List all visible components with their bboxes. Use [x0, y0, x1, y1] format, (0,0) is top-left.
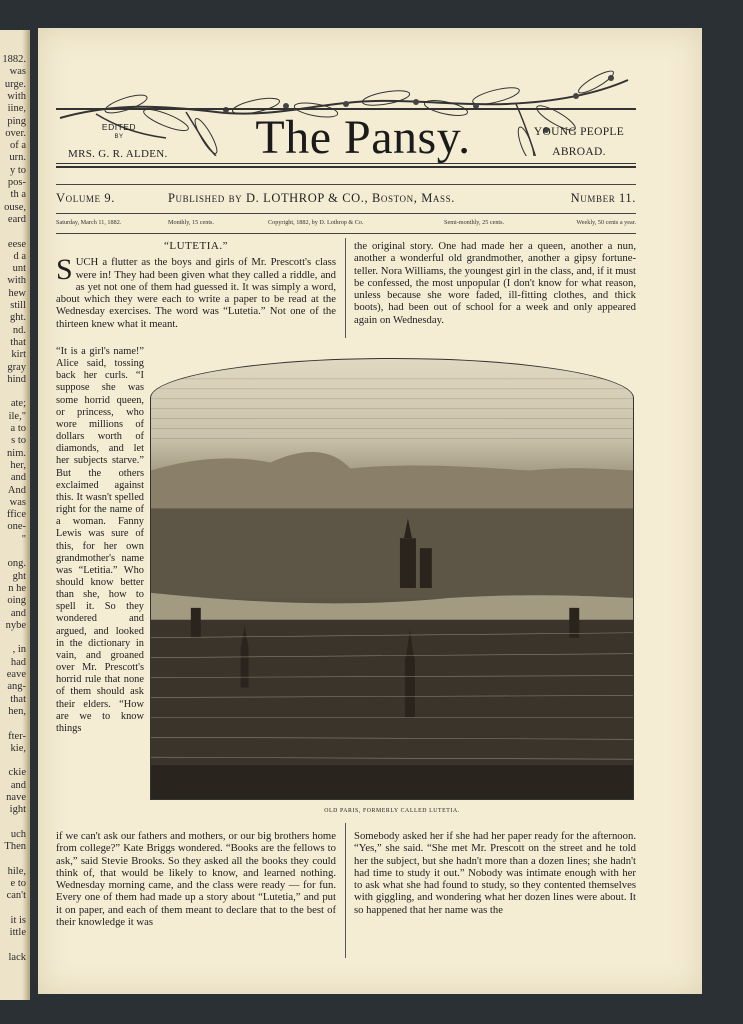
- left-page-line: And: [7, 484, 26, 496]
- left-page-line: n he: [8, 582, 26, 594]
- edited-label: EDITED: [101, 122, 137, 132]
- abroad-label: ABROAD.: [552, 146, 606, 158]
- left-page-line: with: [7, 90, 26, 102]
- masthead-frame: [56, 108, 636, 168]
- left-page-line: her,: [10, 459, 26, 471]
- left-page-line: ght: [12, 570, 26, 582]
- bottom-rule: [56, 233, 636, 234]
- left-page-line: hew: [8, 287, 26, 299]
- left-page-line: still: [10, 300, 26, 311]
- left-page-line: and: [10, 607, 26, 619]
- left-page-line: unt: [12, 263, 26, 275]
- left-column-bottom-text: if we can't ask our fathers and mothers, or our big brothers home from college?” Kate Briggs wondered. “Books are the fellows to ask,” said Stevie Brooks. So they asked all the books they could think of, that would be likely to know, and learned nothing. Wednesday morning came, and the class were ready — for fun. Every one of them had made up a story about “Lutetia,” and put it on paper, and each of them meant to declare that to the best of their knowledge it was: [56, 830, 336, 929]
- left-page-line: ckie: [8, 767, 26, 779]
- left-page-line: hile,: [7, 865, 26, 877]
- left-page-line: 1882.: [2, 54, 26, 65]
- left-page-line: ang-: [7, 681, 26, 693]
- left-page-edge: [0, 30, 30, 1000]
- left-page-line: one-: [7, 521, 26, 533]
- copyright-notice: Copyright, 1882, by D. Lothrop & Co.: [268, 219, 364, 226]
- publisher-line: Published by D. LOTHROP & CO., Boston, Mass.: [168, 191, 455, 205]
- right-column-bottom-text: Somebody asked her if she had her paper ready for the afternoon. “Yes,” she said. “She met Mr. Prescott on the street and he told her the subject, but she hadn't more than a dozen lines; she hadn't had time to study it out.” Nobody was intimate enough with her to ask what she had found to study, so they contented themselves with giggling, and wondering what her dozen lines were about. It so happened that her name was the: [354, 830, 636, 916]
- left-page-line: urge.: [4, 78, 26, 90]
- left-page-line: can't: [6, 890, 26, 902]
- left-page-line: hen,: [8, 705, 26, 717]
- issue-number: Number 11.: [570, 191, 636, 205]
- left-page-line: over.: [5, 127, 26, 139]
- left-page-line: that: [10, 336, 26, 348]
- left-page-line: ong.: [7, 558, 26, 570]
- left-page-line: kie,: [10, 742, 26, 754]
- young-people-label: YOUNG PEOPLE: [533, 126, 625, 138]
- middle-rule: [56, 213, 636, 214]
- illustration-caption: OLD PARIS, FORMERLY CALLED LUTETIA.: [324, 808, 460, 814]
- semi-monthly-price: Semi-monthly, 25 cents.: [444, 219, 505, 226]
- engraving-old-paris: [150, 358, 634, 800]
- left-page-line: Then: [4, 841, 26, 853]
- left-page-line: e to: [10, 878, 26, 890]
- monthly-price: Monthly, 15 cents.: [168, 219, 215, 226]
- left-page-line: nave: [6, 792, 26, 803]
- left-page-line: was: [9, 66, 26, 78]
- left-page-line: uch: [10, 828, 26, 840]
- top-rule: [56, 184, 636, 185]
- left-page-line: ittle: [9, 927, 26, 939]
- left-page-line: it is: [10, 915, 26, 926]
- edited-by-label: BY: [114, 134, 124, 140]
- left-page-line: that: [10, 693, 26, 705]
- left-page-line: eave: [6, 669, 26, 680]
- left-page-line: eese: [7, 238, 26, 250]
- left-page-line: lack: [8, 951, 26, 963]
- left-page-line: ffice: [6, 509, 26, 521]
- left-page-line: hind: [7, 373, 26, 385]
- left-page-line: ouse,: [4, 201, 26, 213]
- city-panorama: [151, 359, 633, 799]
- left-page-line: gray: [7, 361, 26, 373]
- left-page-line: and: [10, 779, 26, 791]
- article-intro: [56, 240, 336, 330]
- masthead-title: The Pansy.: [255, 111, 471, 164]
- column-divider-bottom: [345, 823, 346, 958]
- right-column-top: [354, 240, 636, 326]
- left-page-line: had: [10, 656, 26, 668]
- left-page-line: , in: [12, 644, 26, 656]
- issue-date: Saturday, March 11, 1882.: [56, 219, 122, 226]
- left-page-line: eard: [7, 213, 26, 225]
- left-page-line: with: [7, 275, 26, 287]
- publication-line: [56, 191, 636, 209]
- left-page-line: was: [9, 496, 26, 508]
- left-page-line: y to: [9, 164, 26, 176]
- left-page-line: s to: [11, 435, 26, 447]
- narrow-column: [56, 346, 144, 735]
- left-page-line: fter-: [8, 730, 26, 742]
- left-page-line: nim.: [7, 447, 26, 459]
- left-column-bottom: [56, 830, 336, 928]
- right-column-bottom: [354, 830, 636, 916]
- left-page-line: iine,: [7, 103, 26, 115]
- meta-line: [56, 219, 636, 231]
- weekly-price: Weekly, 50 cents a year.: [576, 219, 636, 226]
- left-page-line: ile,": [8, 410, 26, 422]
- left-page-line: ight: [9, 804, 26, 816]
- left-page-line: a to: [10, 423, 26, 434]
- left-page-line: urn.: [9, 152, 26, 164]
- left-page-line: th a: [10, 189, 26, 201]
- left-page-line: of a: [9, 140, 26, 152]
- article-heading: “LUTETIA.”: [164, 240, 228, 252]
- intro-text: UCH a flutter as the boys and girls of Mr. Prescott's class were in! They had been given what they called a riddle, and as yet not one of them had guessed it. It was simply a word, about which they were each to write a paper to be read at the Wednesday exercises. The word was “Lutetia.” Not one of the thirteen knew what it meant.: [56, 256, 336, 330]
- left-page-line: oing: [7, 595, 26, 607]
- left-page-line: nybe: [5, 619, 26, 631]
- left-page-line: ping: [7, 115, 26, 127]
- left-page-line: kirt: [11, 349, 26, 361]
- left-page-line: ght.: [9, 312, 26, 324]
- left-page-line: nd.: [12, 324, 26, 336]
- masthead: [56, 66, 636, 199]
- newspaper-page: [38, 28, 702, 994]
- drop-cap: S: [56, 253, 73, 287]
- left-page-line: and: [10, 472, 26, 484]
- young-people-abroad: [524, 122, 634, 162]
- editor-name: MRS. G. R. ALDEN.: [68, 148, 168, 160]
- narrow-column-text: “It is a girl's name!” Alice said, tossing back her curls. “I suppose she was some horrid queen, or princess, who wore millions of dollars worth of diamonds, and let her subjects starve.” But the others exclaimed against this. It wasn't spelled right for the name of a woman. Fanny Lewis was sure of this, for her own grandmother's name was “Letitia.” Who should know better than she, how to spell it. So they wondered and argued, and looked in the dictionary in vain, and groaned over Mr. Prescott's horrid rule that none of them should ask their elders. “How are we to know things: [56, 346, 144, 734]
- left-page-line: pos-: [7, 177, 26, 188]
- left-page-line: d a: [13, 250, 26, 262]
- column-divider: [345, 238, 346, 338]
- left-page-line: ": [21, 533, 26, 545]
- volume-number: Volume 9.: [56, 191, 115, 205]
- left-page-line: ate;: [10, 398, 26, 410]
- right-column-top-text: the original story. One had made her a queen, another a nun, another a wonderful old grandmother, another a gipsy fortune-teller. Nora Williams, the youngest girl in the class, and, if it must be confessed, the most unpopular (I don't know for what reason, unless because she wore faded, ill-fitting clothes, and thick boots), had been out of school for a week and only appeared again on Wednesday.: [354, 240, 636, 326]
